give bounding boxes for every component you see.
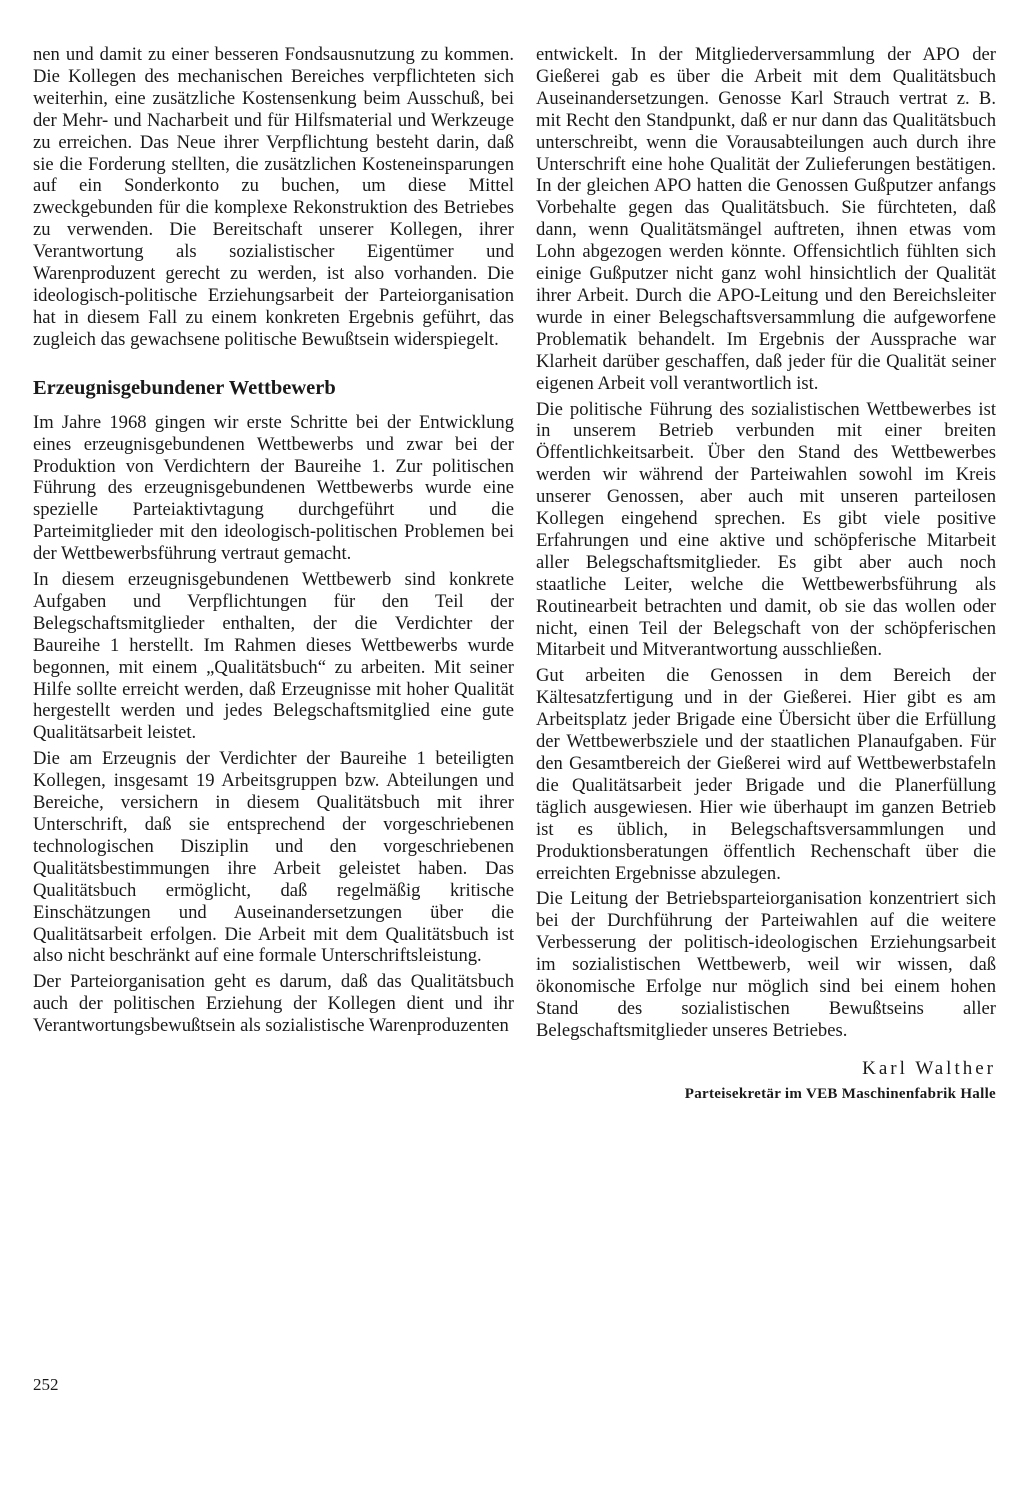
author-name: Karl Walther xyxy=(862,1057,996,1079)
right-column xyxy=(536,44,996,1106)
left-paragraph-1: Im Jahre 1968 gingen wir erste Schritte bei der Entwicklung eines erzeugnisgebundenen Wettbewerbs und zwar bei der Produktion von Verdichtern der Baureihe 1. Zur politischen Führung des erzeugnisgebundenen Wettbewerbs wurde eine spezielle Parteiaktivtagung durchgeführt und die Parteimitglieder mit den ideologisch-politischen Problemen bei der Wettbewerbsführung vertraut gemacht. xyxy=(33,411,514,565)
right-paragraph-1: entwickelt. In der Mitgliederversammlung der APO der Gießerei gab es über die Arbeit mit dem Qualitätsbuch Auseinandersetzungen. Genosse Karl Strauch vertrat z. B. mit Recht den Standpunkt, daß er nur dann das Qualitätsbuch unterschreibt, wenn die Vorausabteilungen auch durch ihre Unterschrift eine hohe Qualität der Zulieferungen bestätigen. In der gleichen APO hatten die Genossen Gußputzer anfangs Vorbehalte gegen das Qualitätsbuch. Sie fürchteten, daß dann, wenn Qualitätsmängel auftreten, ihnen etwas vom Lohn abgezogen werden könnte. Offensichtlich fühlten sich einige Gußputzer nicht ganz wohl hinsichtlich der Qualität ihrer Arbeit. Durch die APO-Leitung und den Bereichsleiter wurde in einer Belegschaftsversammlung die aufgeworfene Problematik behandelt. Im Ergebnis der Aussprache war Klarheit darüber geschaffen, daß jeder für die Qualität seiner eigenen Arbeit voll verantwortlich ist. xyxy=(536,44,996,394)
left-paragraph-2: In diesem erzeugnisgebundenen Wettbewerb sind konkrete Aufgaben und Verpflichtungen für den Teil der Belegschaftsmitglieder enthalten, der die Verdichter der Baureihe 1 herstellt. Im Rahmen dieses Wettbewerbs wurde begonnen, mit einem „Qualitätsbuch“ zu arbeiten. Mit seiner Hilfe sollte erreicht werden, daß Erzeugnisse mit hoher Qualität hergestellt werden und jedes Belegschaftsmitglied eine gute Qualitätsarbeit leistet. xyxy=(33,569,514,744)
right-paragraph-3: Gut arbeiten die Genossen in dem Bereich der Kältesatzfertigung und in der Gießerei. Hier gibt es am Arbeitsplatz jeder Brigade eine Übersicht über die Erfüllung der Wettbewerbsziele und der staatlichen Planaufgaben. Für den Gesamtbereich der Gießerei wird auf Wettbewerbstafeln die Qualitätsarbeit jeder Brigade und die Planerfüllung täglich ausgewiesen. Hier wie überhaupt im ganzen Betrieb ist es üblich, in Belegschaftsversammlungen und Produktionsberatungen öffentlich Rechenschaft über die erreichten Ergebnisse abzulegen. xyxy=(536,665,996,884)
left-paragraph-3: Die am Erzeugnis der Verdichter der Baureihe 1 beteiligten Kollegen, insgesamt 19 Arbeitsgruppen bzw. Abteilungen und Bereiche, versichern in diesem Qualitätsbuch mit ihrer Unterschrift, daß sie entsprechend der vorgeschriebenen technologischen Disziplin und den vorgeschriebenen Qualitätsbestimmungen ihre Arbeit geleistet haben. Das Qualitätsbuch ermöglicht, daß regelmäßig kritische Einschätzungen und Auseinandersetzungen über die Qualitätsarbeit erfolgen. Die Arbeit mit dem Qualitätsbuch ist also nicht beschränkt auf eine formale Unterschriftsleistung. xyxy=(33,748,514,967)
signature-block xyxy=(536,1058,996,1106)
author-role: Parteisekretär im VEB Maschinenfabrik Halle xyxy=(684,1085,996,1102)
page-number: 252 xyxy=(33,1375,59,1394)
left-paragraph-4: Der Parteiorganisation geht es darum, daß das Qualitätsbuch auch der politischen Erziehung der Kollegen dient und ihr Verantwortungsbewußtsein als sozialistische Warenproduzenten xyxy=(33,971,514,1037)
section-heading: Erzeugnisgebundener Wettbewerb xyxy=(33,376,336,399)
intro-paragraph: nen und damit zu einer besseren Fondsausnutzung zu kommen. Die Kollegen des mechanischen Bereiches verpflichteten sich weiterhin, eine zusätzliche Kostensenkung beim Ausschuß, bei der Mehr- und Nacharbeit und für Hilfsmaterial und Werkzeuge zu erreichen. Das Neue ihrer Verpflichtung besteht darin, daß sie die Forderung stellten, die zusätzlichen Kosteneinsparungen auf ein Sonderkonto zu buchen, um diese Mittel zweckgebunden für die komplexe Rekonstruktion des Betriebes zu verwenden. Die Bereitschaft unserer Kollegen, ihrer Verantwortung als sozialistischer Eigentümer und Warenproduzent gerecht zu werden, ist also vorhanden. Die ideologisch-politische Erziehungsarbeit der Parteiorganisation hat in diesem Fall zu einem konkreten Ergebnis geführt, das zugleich das gewachsene politische Bewußtsein widerspiegelt. xyxy=(33,44,514,350)
left-column xyxy=(33,44,514,1041)
right-paragraph-4: Die Leitung der Betriebsparteiorganisation konzentriert sich bei der Durchführung der Parteiwahlen auf die weitere Verbesserung der politisch-ideologischen Erziehungsarbeit im sozialistischen Wettbewerb, weil wir wissen, daß ökonomische Erfolge nur möglich sind bei einem hohen Stand des sozialistischen Bewußtseins aller Belegschaftsmitglieder unseres Betriebes. xyxy=(536,888,996,1041)
right-paragraph-2: Die politische Führung des sozialistischen Wettbewerbes ist in unserem Betrieb verbunden mit einer breiten Öffentlichkeitsarbeit. Über den Stand des Wettbewerbes werden wir während der Parteiwahlen sowohl im Kreis unserer Genossen, aber auch mit unseren parteilosen Kollegen eingehend sprechen. Es gibt viele positive Erfahrungen und eine aktive und schöpferische Mitarbeit aller Belegschaftsmitglieder. Es gibt aber auch noch staatliche Leiter, welche die Wettbewerbsführung als Routinearbeit betrachten und damit, ob sie das wollen oder nicht, einen Teil der Belegschaft von der schöpferischen Mitarbeit und Mitverantwortung ausschließen. xyxy=(536,398,996,661)
